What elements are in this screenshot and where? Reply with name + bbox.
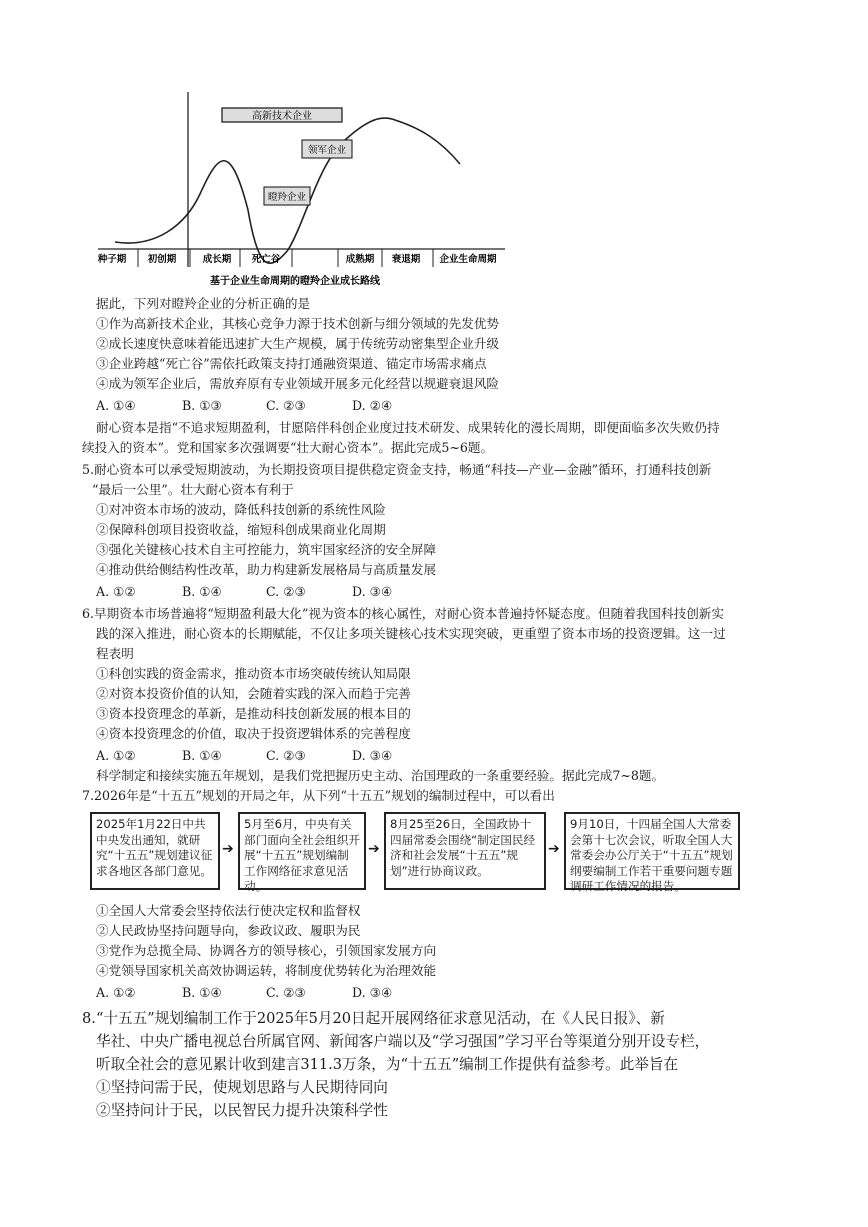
q4-option-c[interactable]: C. ②③ [266,398,306,413]
q6-option-b[interactable]: B. ①④ [182,748,222,763]
q4-item-3: ③企业跨越“死亡谷”需依托政策支持打通融资渠道、锚定市场需求痛点 [96,356,487,371]
q5-item-3: ③强化关键核心技术自主可控能力，筑牢国家经济的安全屏障 [96,542,437,557]
q7-option-c[interactable]: C. ②③ [266,985,306,1000]
q7-stem: 7.2026年是“十五五”规划的开局之年，从下列“十五五”规划的编制过程中，可以看出 [82,788,555,803]
stage-label: 死亡谷 [251,254,281,265]
stage-label: 种子期 [97,254,127,265]
q7-item-1: ①全国人大常委会坚持依法行使决定权和监督权 [96,903,361,918]
timeline-arrow-icon: ➔ [368,841,380,857]
q5-options [96,584,392,600]
stage-label: 初创期 [147,254,177,265]
q5-item-1: ①对冲资本市场的波动，降低科技创新的系统性风险 [96,502,386,517]
leader-label: 领军企业 [307,145,347,156]
timeline-step-2: 5月至6月，中央有关部门面向全社会组织开展“十五五”规划编制工作网络征求意见活动。 [238,812,366,890]
timeline-step-4: 9月10日，十四届全国人大常委会第十七次会议，听取全国人大常委会办公厅关于“十五五”规划纲要编制工作若干重要问题专题调研工作情况的报告。 [564,812,740,890]
q6-stem-line2: 践的深入推进，耐心资本的长期赋能，不仅让多项关键核心技术实现突破，更重塑了资本市场的投资逻辑。这一过 [96,626,726,641]
timeline-step-1: 2025年1月22日中共中央发出通知，就研究“十五五”规划建议征求各地区各部门意见。 [90,812,220,890]
q6-options [96,748,392,764]
q4-stem: 据此，下列对瞪羚企业的分析正确的是 [96,296,311,311]
q6-item-3: ③资本投资理念的革新，是推动科技创新发展的根本目的 [96,706,411,721]
q4-item-1: ①作为高新技术企业，其核心竞争力源于技术创新与细分领域的先发优势 [96,316,499,331]
q7-option-a[interactable]: A. ①② [96,985,136,1000]
q6-item-2: ②对资本投资价值的认知，会随着实践的深入而趋于完善 [96,686,411,701]
q6-option-d[interactable]: D. ③④ [352,748,393,763]
stage-label: 企业生命周期 [439,254,497,265]
growth-chart [90,92,510,292]
q6-option-c[interactable]: C. ②③ [266,748,306,763]
q8-stem-line2: 华社、中央广播电视总台所属官网、新闻客户端以及“学习强国”学习平台等渠道分别开设专栏， [96,1033,710,1050]
q4-item-2: ②成长速度快意味着能迅速扩大生产规模，属于传统劳动密集型企业升级 [96,336,499,351]
q4-option-a[interactable]: A. ①④ [96,398,136,413]
stage-label: 成熟期 [345,254,375,265]
q4-option-d[interactable]: D. ②④ [352,398,393,413]
q7-options [96,985,392,1001]
timeline-arrow-icon: ➔ [222,841,234,857]
q6-stem-line3: 程表明 [96,646,134,661]
q5-option-b[interactable]: B. ①④ [182,584,222,599]
q7-item-2: ②人民政协坚持问题导向，参政议政、履职为民 [96,923,361,938]
stage-label: 衰退期 [391,254,421,265]
q4-item-4: ④成为领军企业后，需放弃原有专业领域开展多元化经营以规避衰退风险 [96,376,499,391]
timeline-step-3: 8月25至26日，全国政协十四届常委会围绕“制定国民经济和社会发展“十五五”规划”进行协商议政。 [384,812,546,890]
q6-item-1: ①科创实践的资金需求，推动资本市场突破传统认知局限 [96,666,411,681]
intro-5-6-line2: 续投入的资本”。党和国家多次强调要“壮大耐心资本”。据此完成5~6题。 [82,440,494,455]
timeline-arrow-icon: ➔ [548,841,560,857]
q6-option-a[interactable]: A. ①② [96,748,136,763]
chart-caption: 基于企业生命周期的瞪羚企业成长路线 [210,276,380,287]
q8-stem-line1: “十五五”规划编制工作于2025年5月20日起开展网络征求意见活动，在《人民日报》、新 [96,1010,665,1027]
q5-option-a[interactable]: A. ①② [96,584,136,599]
q5-stem-line2: “最后一公里”。壮大耐心资本有利于 [92,482,294,497]
q6-item-4: ④资本投资理念的价值，取决于投资逻辑体系的完善程度 [96,726,411,741]
timeline-flow [90,808,750,898]
q5-item-2: ②保障科创项目投资收益，缩短科创成果商业化周期 [96,522,386,537]
q7-option-b[interactable]: B. ①④ [182,985,222,1000]
gazelle-label: 瞪羚企业 [267,192,307,203]
q4-options [96,398,392,414]
q8-stem-line3: 听取全社会的意见累计收到建言311.3万条，为“十五五”编制工作提供有益参考。此举旨在 [96,1056,679,1073]
q7-item-3: ③党作为总揽全局、协调各方的领导核心，引领国家发展方向 [96,943,437,958]
q7-item-4: ④党领导国家机关高效协调运转，将制度优势转化为治理效能 [96,963,437,978]
q5-item-4: ④推动供给侧结构性改革，助力构建新发展格局与高质量发展 [96,562,437,577]
q6-stem-line1: 6.早期资本市场普遍将“短期盈利最大化”视为资本的核心属性，对耐心资本普遍持怀疑态度。但随着我国科技创新实 [82,606,724,621]
intro-7-8: 科学制定和接续实施五年规划，是我们党把握历史主动、治国理政的一条重要经验。据此完成7~8题。 [96,768,665,783]
q8-number: 8. [82,1010,96,1027]
q5-option-c[interactable]: C. ②③ [266,584,306,599]
stage-label: 成长期 [202,254,232,265]
q5-stem-line1: 5.耐心资本可以承受短期波动，为长期投资项目提供稳定资金支持，畅通“科技—产业—金融”循环，打通科技创新 [82,462,712,477]
q5-option-d[interactable]: D. ③④ [352,584,393,599]
intro-5-6-line1: 耐心资本是指“不追求短期盈利，甘愿陪伴科创企业度过技术研发、成果转化的漫长周期，即便面临多次失败仍持 [96,420,720,435]
band-label: 高新技术企业 [252,111,312,122]
q8-item-2: ②坚持问计于民，以民智民力提升决策科学性 [96,1102,388,1119]
q8-item-1: ①坚持问需于民，使规划思路与人民期待同向 [96,1079,388,1096]
q4-option-b[interactable]: B. ①③ [182,398,222,413]
q7-option-d[interactable]: D. ③④ [352,985,393,1000]
